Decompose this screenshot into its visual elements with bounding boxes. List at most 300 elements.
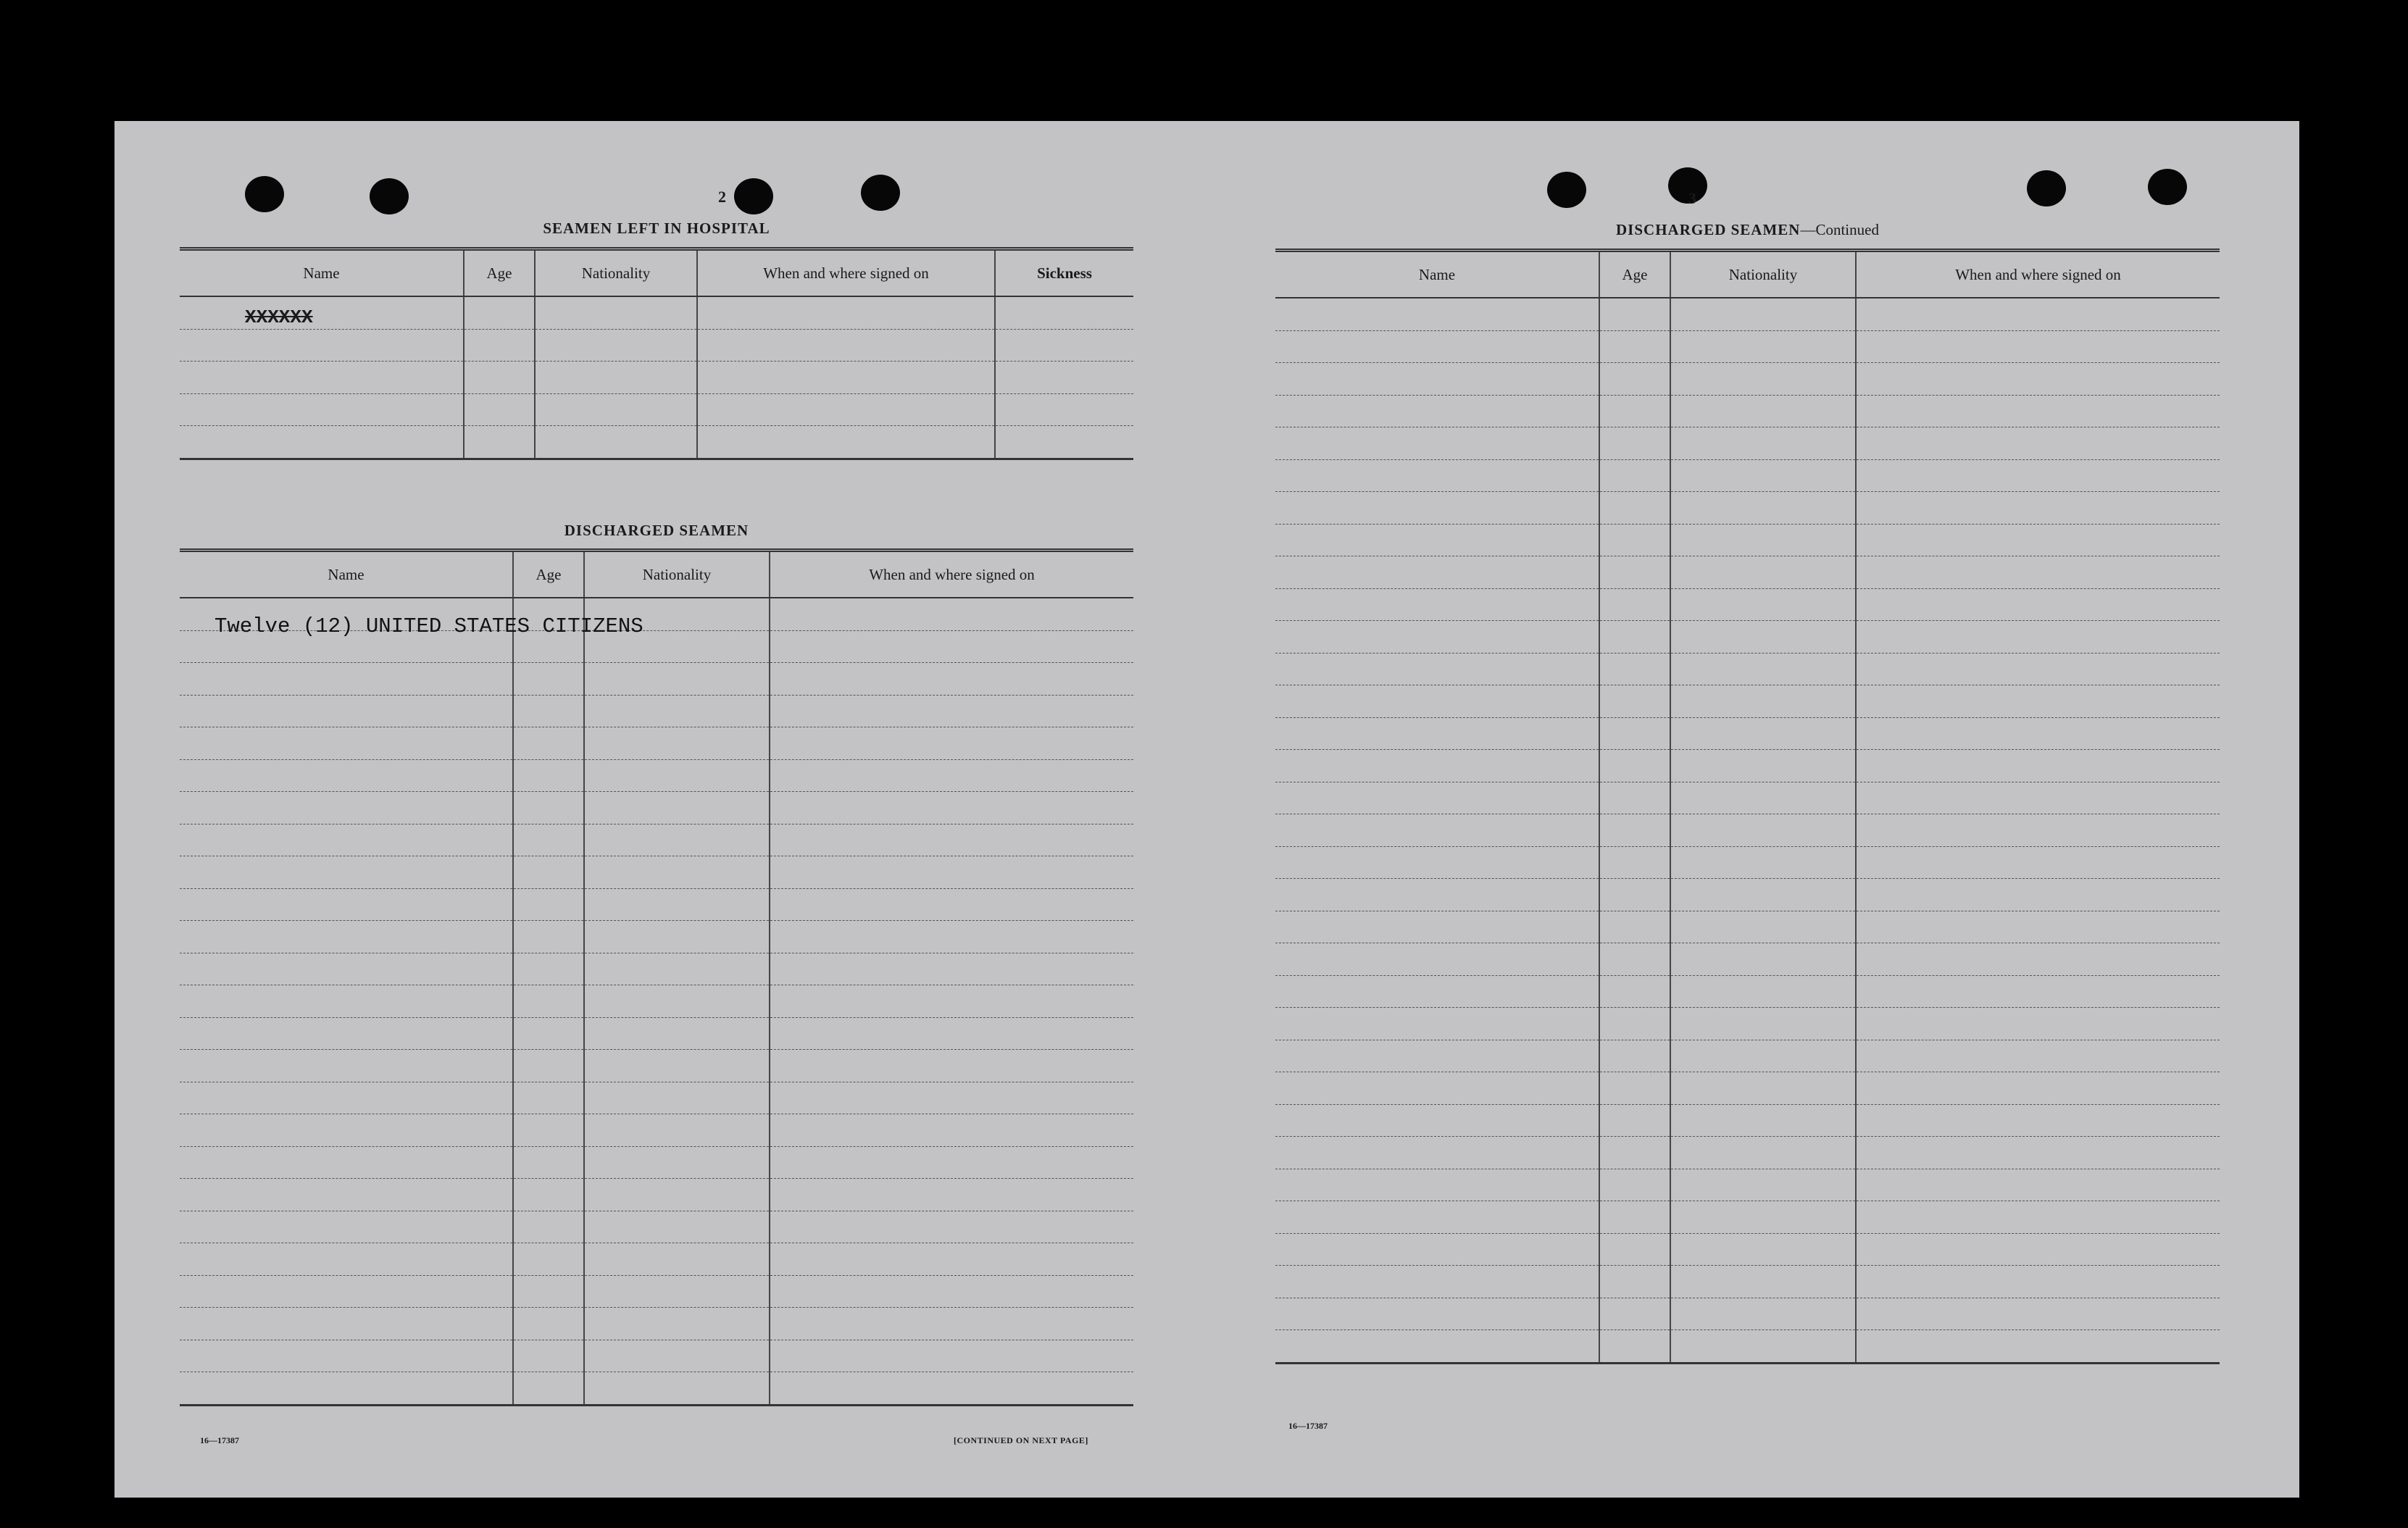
table-cell bbox=[1670, 298, 1856, 330]
table-cell bbox=[180, 1082, 513, 1114]
table-cell bbox=[1856, 395, 2220, 427]
table-cell bbox=[1856, 621, 2220, 654]
table-cell bbox=[1670, 782, 1856, 814]
table-cell bbox=[1670, 653, 1856, 685]
table-cell bbox=[1856, 943, 2220, 976]
table-cell bbox=[584, 1275, 770, 1308]
col-signed-on-header: When and where signed on bbox=[1856, 251, 2220, 298]
table-cell bbox=[1670, 363, 1856, 396]
table-cell bbox=[1670, 556, 1856, 589]
table-cell bbox=[1856, 1233, 2220, 1266]
form-sheet bbox=[114, 121, 2299, 1498]
table-cell bbox=[770, 824, 1133, 856]
table-cell bbox=[180, 1179, 513, 1211]
table-cell bbox=[995, 329, 1133, 362]
table-cell bbox=[180, 1372, 513, 1406]
table-cell bbox=[1599, 879, 1670, 911]
table-cell bbox=[1670, 1330, 1856, 1364]
table-cell bbox=[180, 792, 513, 824]
table-cell bbox=[770, 985, 1133, 1018]
table-cell bbox=[1275, 330, 1599, 363]
title-continued: —Continued bbox=[1800, 221, 1879, 238]
table-cell bbox=[513, 856, 584, 889]
table-cell bbox=[464, 296, 535, 329]
hospital-name-cell bbox=[180, 296, 464, 329]
table-cell bbox=[770, 695, 1133, 727]
table-cell bbox=[1599, 459, 1670, 492]
table-cell bbox=[1856, 911, 2220, 943]
table-row bbox=[180, 1017, 1133, 1050]
table-row bbox=[1275, 1330, 2220, 1364]
table-cell bbox=[1599, 750, 1670, 782]
table-row bbox=[1275, 427, 2220, 460]
table-cell bbox=[1599, 556, 1670, 589]
table-cell bbox=[584, 1243, 770, 1276]
table-row bbox=[180, 1243, 1133, 1276]
table-cell bbox=[1670, 492, 1856, 525]
col-name-header: Name bbox=[180, 249, 464, 297]
table-cell bbox=[1670, 330, 1856, 363]
table-row bbox=[1275, 750, 2220, 782]
table-row bbox=[1275, 1040, 2220, 1072]
col-sickness-header: Sickness bbox=[995, 249, 1133, 297]
table-cell bbox=[1856, 1104, 2220, 1137]
table-cell bbox=[1856, 685, 2220, 718]
table-cell bbox=[1599, 492, 1670, 525]
table-cell bbox=[1670, 427, 1856, 460]
table-cell bbox=[180, 856, 513, 889]
table-row bbox=[1275, 975, 2220, 1008]
table-cell bbox=[1599, 1040, 1670, 1072]
table-cell bbox=[513, 1017, 584, 1050]
table-row bbox=[180, 1372, 1133, 1406]
table-cell bbox=[1670, 975, 1856, 1008]
table-cell bbox=[513, 985, 584, 1018]
table-row bbox=[180, 888, 1133, 921]
table-row bbox=[1275, 1201, 2220, 1234]
typed-entry: Twelve (12) UNITED STATES CITIZENS bbox=[214, 614, 643, 638]
table-cell bbox=[464, 393, 535, 426]
table-cell bbox=[1599, 427, 1670, 460]
col-nationality-header: Nationality bbox=[584, 551, 770, 598]
table-row bbox=[1275, 1298, 2220, 1330]
table-row bbox=[1275, 363, 2220, 396]
table-cell bbox=[584, 1017, 770, 1050]
table-cell bbox=[180, 727, 513, 760]
table-row bbox=[180, 921, 1133, 953]
table-cell bbox=[584, 1082, 770, 1114]
table-cell bbox=[1856, 1298, 2220, 1330]
table-cell bbox=[535, 362, 697, 394]
table-cell bbox=[770, 1275, 1133, 1308]
table-cell bbox=[513, 792, 584, 824]
table-cell bbox=[1275, 653, 1599, 685]
table-cell bbox=[513, 1211, 584, 1243]
table-cell bbox=[770, 1372, 1133, 1406]
table-cell bbox=[584, 1372, 770, 1406]
table-cell bbox=[1856, 975, 2220, 1008]
table-row bbox=[180, 1179, 1133, 1211]
table-cell bbox=[513, 921, 584, 953]
table-cell bbox=[180, 1243, 513, 1276]
table-row bbox=[180, 1308, 1133, 1340]
page-number: 3 bbox=[1688, 189, 1696, 207]
table-cell bbox=[180, 921, 513, 953]
table-cell bbox=[697, 329, 995, 362]
col-nationality-header: Nationality bbox=[535, 249, 697, 297]
table-cell bbox=[1599, 846, 1670, 879]
table-row bbox=[1275, 298, 2220, 330]
table-cell bbox=[1856, 1201, 2220, 1234]
table-cell bbox=[180, 329, 464, 362]
table-row bbox=[180, 695, 1133, 727]
table-cell bbox=[770, 888, 1133, 921]
table-row bbox=[180, 1340, 1133, 1372]
table-cell bbox=[1275, 717, 1599, 750]
table-row bbox=[1275, 879, 2220, 911]
table-row bbox=[1275, 685, 2220, 718]
table-row bbox=[1275, 492, 2220, 525]
hospital-section-title: SEAMEN LEFT IN HOSPITAL bbox=[543, 220, 770, 237]
table-cell bbox=[697, 393, 995, 426]
table-cell bbox=[584, 921, 770, 953]
table-cell bbox=[770, 1243, 1133, 1276]
table-cell bbox=[1275, 1137, 1599, 1169]
table-cell bbox=[1670, 395, 1856, 427]
table-cell bbox=[180, 1340, 513, 1372]
table-cell bbox=[770, 727, 1133, 760]
table-cell bbox=[1856, 524, 2220, 556]
table-cell bbox=[770, 1017, 1133, 1050]
table-row bbox=[180, 1082, 1133, 1114]
table-cell bbox=[770, 598, 1133, 630]
table-cell bbox=[770, 1114, 1133, 1147]
table-cell bbox=[1275, 1104, 1599, 1137]
table-row bbox=[1275, 556, 2220, 589]
table-cell bbox=[1275, 943, 1599, 976]
table-cell bbox=[1856, 1040, 2220, 1072]
table-cell bbox=[1275, 911, 1599, 943]
table-cell bbox=[1599, 1330, 1670, 1364]
table-row bbox=[1275, 1104, 2220, 1137]
col-age-header: Age bbox=[464, 249, 535, 297]
page-number: 2 bbox=[718, 188, 726, 206]
table-cell bbox=[1599, 1137, 1670, 1169]
table-cell bbox=[1599, 1169, 1670, 1201]
table-cell bbox=[1856, 588, 2220, 621]
table-cell bbox=[513, 1179, 584, 1211]
table-cell bbox=[1599, 1298, 1670, 1330]
table-cell bbox=[1275, 846, 1599, 879]
table-cell bbox=[584, 663, 770, 696]
table-row bbox=[1275, 1008, 2220, 1040]
table-cell bbox=[1599, 685, 1670, 718]
table-cell bbox=[995, 362, 1133, 394]
table-cell bbox=[513, 1050, 584, 1082]
table-cell bbox=[1275, 814, 1599, 847]
table-row bbox=[1275, 911, 2220, 943]
table-row bbox=[1275, 1137, 2220, 1169]
table-row bbox=[180, 426, 1133, 459]
table-cell bbox=[1275, 1233, 1599, 1266]
table-row bbox=[180, 329, 1133, 362]
table-cell bbox=[180, 888, 513, 921]
col-signed-on-header: When and where signed on bbox=[770, 551, 1133, 598]
table-cell bbox=[1856, 492, 2220, 525]
table-cell bbox=[1670, 524, 1856, 556]
table-cell bbox=[1275, 1040, 1599, 1072]
table-cell bbox=[1599, 330, 1670, 363]
table-cell bbox=[1275, 459, 1599, 492]
table-cell bbox=[1275, 363, 1599, 396]
table-cell bbox=[1670, 1169, 1856, 1201]
col-age-header: Age bbox=[1599, 251, 1670, 298]
table-row bbox=[1275, 330, 2220, 363]
table-cell bbox=[584, 1146, 770, 1179]
left-page bbox=[180, 121, 1252, 1498]
table-row bbox=[1275, 1233, 2220, 1266]
table-cell bbox=[1275, 395, 1599, 427]
table-cell bbox=[1856, 653, 2220, 685]
table-cell bbox=[1670, 459, 1856, 492]
table-cell bbox=[1275, 492, 1599, 525]
table-cell bbox=[770, 759, 1133, 792]
table-cell bbox=[180, 393, 464, 426]
right-page bbox=[1275, 121, 2348, 1498]
table-cell bbox=[1275, 782, 1599, 814]
table-cell bbox=[1599, 1201, 1670, 1234]
table-row bbox=[180, 953, 1133, 985]
table-cell bbox=[1856, 459, 2220, 492]
table-cell bbox=[180, 985, 513, 1018]
table-cell bbox=[1670, 1104, 1856, 1137]
table-cell bbox=[584, 1340, 770, 1372]
table-cell bbox=[1275, 1298, 1599, 1330]
table-cell bbox=[1275, 1072, 1599, 1105]
table-cell bbox=[513, 1308, 584, 1340]
table-row bbox=[180, 1114, 1133, 1147]
table-cell bbox=[1599, 1008, 1670, 1040]
table-cell bbox=[1856, 814, 2220, 847]
crossed-out-entry: XXXXXX bbox=[245, 306, 313, 328]
table-cell bbox=[1670, 1040, 1856, 1072]
discharged-continued-table bbox=[1275, 249, 2220, 1364]
table-cell bbox=[1275, 685, 1599, 718]
table-cell bbox=[1275, 556, 1599, 589]
table-row bbox=[1275, 621, 2220, 654]
table-cell bbox=[1275, 975, 1599, 1008]
continued-note: [CONTINUED ON NEXT PAGE] bbox=[954, 1435, 1088, 1445]
table-cell bbox=[464, 426, 535, 459]
discharged-table bbox=[180, 548, 1133, 1406]
table-cell bbox=[513, 1243, 584, 1276]
table-row bbox=[180, 663, 1133, 696]
col-name-header: Name bbox=[180, 551, 513, 598]
table-cell bbox=[770, 1082, 1133, 1114]
table-cell bbox=[584, 953, 770, 985]
table-cell bbox=[1670, 1008, 1856, 1040]
table-cell bbox=[180, 695, 513, 727]
table-row bbox=[1275, 395, 2220, 427]
table-cell bbox=[697, 362, 995, 394]
table-cell bbox=[535, 426, 697, 459]
table-cell bbox=[1670, 1137, 1856, 1169]
table-cell bbox=[180, 426, 464, 459]
table-cell bbox=[513, 953, 584, 985]
table-row bbox=[1275, 1169, 2220, 1201]
table-row bbox=[1275, 782, 2220, 814]
table-cell bbox=[1670, 1201, 1856, 1234]
table-cell bbox=[770, 1211, 1133, 1243]
table-row bbox=[1275, 1266, 2220, 1298]
table-cell bbox=[1275, 588, 1599, 621]
table-cell bbox=[770, 1050, 1133, 1082]
table-cell bbox=[180, 1114, 513, 1147]
table-cell bbox=[513, 727, 584, 760]
table-cell bbox=[1599, 1233, 1670, 1266]
table-cell bbox=[1670, 685, 1856, 718]
table-cell bbox=[180, 1211, 513, 1243]
table-cell bbox=[697, 426, 995, 459]
table-cell bbox=[584, 1211, 770, 1243]
table-row bbox=[1275, 717, 2220, 750]
table-row bbox=[180, 824, 1133, 856]
table-cell bbox=[1599, 588, 1670, 621]
table-row bbox=[1275, 1072, 2220, 1105]
table-cell bbox=[770, 663, 1133, 696]
table-cell bbox=[995, 426, 1133, 459]
table-cell bbox=[1856, 427, 2220, 460]
table-cell bbox=[1856, 750, 2220, 782]
table-cell bbox=[584, 1050, 770, 1082]
table-cell bbox=[995, 296, 1133, 329]
form-number: 16—17387 bbox=[200, 1435, 239, 1445]
table-cell bbox=[1670, 621, 1856, 654]
table-cell bbox=[1599, 782, 1670, 814]
col-name-header: Name bbox=[1275, 251, 1599, 298]
table-cell bbox=[513, 888, 584, 921]
table-cell bbox=[1599, 298, 1670, 330]
table-cell bbox=[1599, 814, 1670, 847]
table-cell bbox=[1856, 879, 2220, 911]
col-nationality-header: Nationality bbox=[1670, 251, 1856, 298]
table-cell bbox=[535, 296, 697, 329]
table-cell bbox=[584, 1114, 770, 1147]
table-cell bbox=[513, 1340, 584, 1372]
table-cell bbox=[1599, 943, 1670, 976]
hospital-table bbox=[180, 247, 1133, 460]
table-row bbox=[180, 792, 1133, 824]
table-cell bbox=[180, 824, 513, 856]
table-cell bbox=[1670, 911, 1856, 943]
table-cell bbox=[1856, 717, 2220, 750]
table-cell bbox=[1275, 427, 1599, 460]
discharged-continued-title bbox=[1275, 221, 2220, 239]
table-cell bbox=[1856, 782, 2220, 814]
table-cell bbox=[513, 1372, 584, 1406]
table-cell bbox=[770, 921, 1133, 953]
table-cell bbox=[1599, 1072, 1670, 1105]
table-cell bbox=[1599, 653, 1670, 685]
table-cell bbox=[1275, 879, 1599, 911]
table-cell bbox=[1275, 298, 1599, 330]
table-cell bbox=[584, 759, 770, 792]
table-cell bbox=[770, 792, 1133, 824]
table-cell bbox=[697, 296, 995, 329]
table-cell bbox=[584, 1179, 770, 1211]
table-cell bbox=[464, 329, 535, 362]
table-cell bbox=[1599, 621, 1670, 654]
table-cell bbox=[770, 1146, 1133, 1179]
table-row bbox=[180, 759, 1133, 792]
table-cell bbox=[1670, 1298, 1856, 1330]
table-cell bbox=[180, 953, 513, 985]
table-cell bbox=[1670, 814, 1856, 847]
table-cell bbox=[180, 1050, 513, 1082]
table-row bbox=[180, 1050, 1133, 1082]
table-cell bbox=[584, 985, 770, 1018]
table-cell bbox=[1275, 1201, 1599, 1234]
table-row bbox=[1275, 588, 2220, 621]
table-cell bbox=[1275, 621, 1599, 654]
table-cell bbox=[1275, 524, 1599, 556]
table-cell bbox=[180, 663, 513, 696]
table-cell bbox=[584, 792, 770, 824]
table-cell bbox=[513, 759, 584, 792]
table-cell bbox=[1856, 846, 2220, 879]
table-cell bbox=[1599, 1266, 1670, 1298]
table-cell bbox=[1275, 750, 1599, 782]
table-cell bbox=[1599, 911, 1670, 943]
table-cell bbox=[513, 1146, 584, 1179]
table-cell bbox=[513, 1275, 584, 1308]
table-row bbox=[1275, 846, 2220, 879]
table-cell bbox=[995, 393, 1133, 426]
table-row bbox=[180, 856, 1133, 889]
table-cell bbox=[513, 695, 584, 727]
table-cell bbox=[1599, 363, 1670, 396]
table-cell bbox=[1856, 1330, 2220, 1364]
table-cell bbox=[1856, 1137, 2220, 1169]
table-cell bbox=[535, 329, 697, 362]
col-age-header: Age bbox=[513, 551, 584, 598]
table-cell bbox=[1856, 1266, 2220, 1298]
table-cell bbox=[513, 824, 584, 856]
table-cell bbox=[770, 1340, 1133, 1372]
table-cell bbox=[180, 1308, 513, 1340]
table-cell bbox=[1856, 1072, 2220, 1105]
form-number: 16—17387 bbox=[1288, 1421, 1328, 1431]
table-row bbox=[180, 393, 1133, 426]
table-row bbox=[180, 985, 1133, 1018]
table-cell bbox=[1670, 750, 1856, 782]
table-cell bbox=[1275, 1266, 1599, 1298]
table-cell bbox=[770, 953, 1133, 985]
table-cell bbox=[513, 663, 584, 696]
table-cell bbox=[770, 1179, 1133, 1211]
table-cell bbox=[1599, 975, 1670, 1008]
table-cell bbox=[770, 1308, 1133, 1340]
table-cell bbox=[1856, 330, 2220, 363]
table-cell bbox=[1599, 717, 1670, 750]
table-cell bbox=[513, 1082, 584, 1114]
table-cell bbox=[180, 759, 513, 792]
table-cell bbox=[1599, 1104, 1670, 1137]
table-cell bbox=[1856, 363, 2220, 396]
table-row bbox=[1275, 653, 2220, 685]
table-cell bbox=[464, 362, 535, 394]
table-cell bbox=[180, 1275, 513, 1308]
